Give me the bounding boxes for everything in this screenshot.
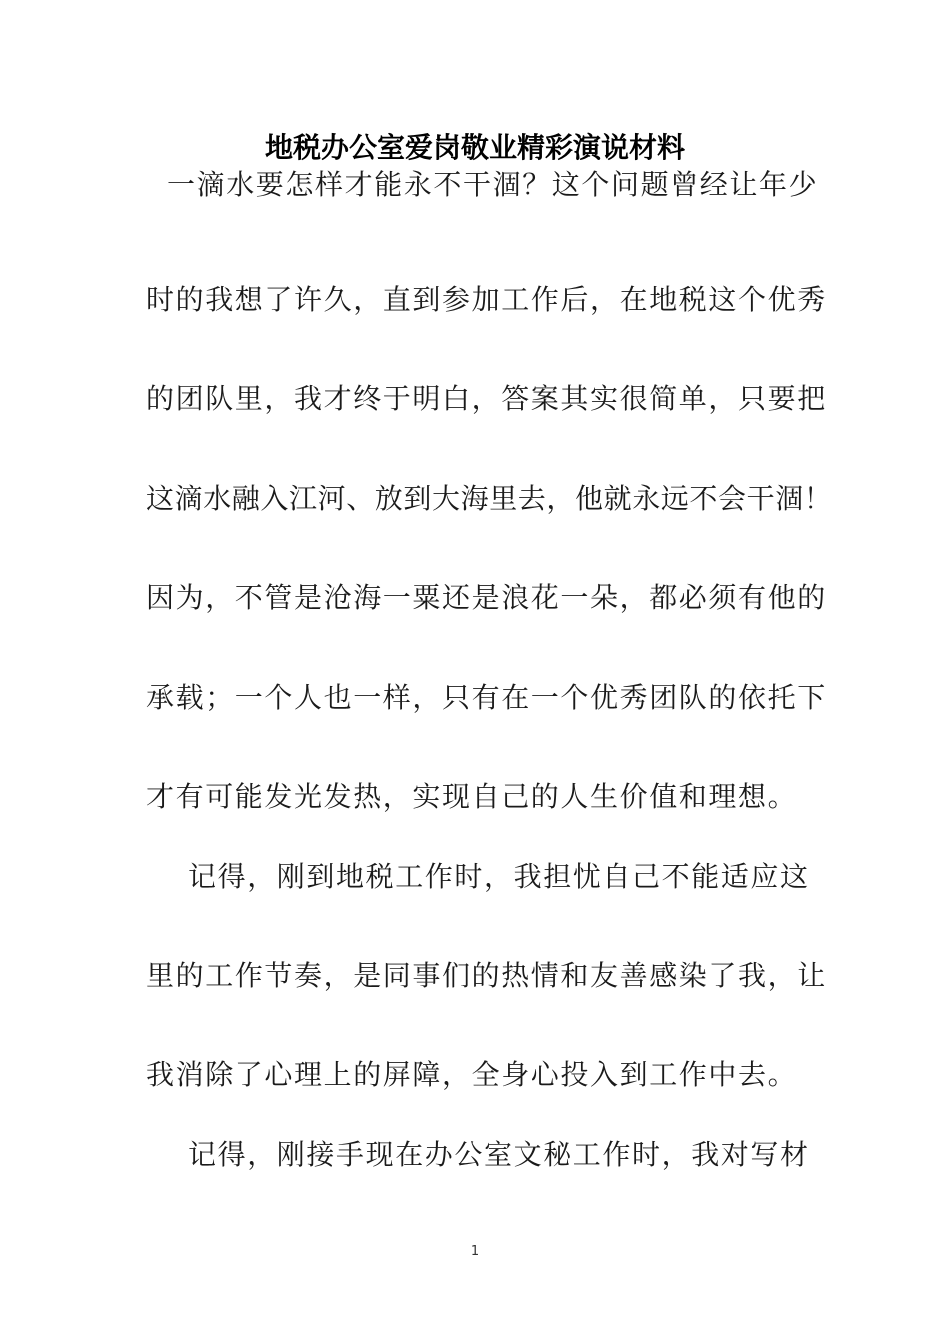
body-line-5: 因为，不管是沧海一粟还是浪花一朵，都必须有他的 xyxy=(146,581,827,614)
body-line-9: 里的工作节奏，是同事们的热情和友善感染了我，让 xyxy=(146,959,827,992)
body-line-4: 这滴水融入江河、放到大海里去，他就永远不会干涸！ xyxy=(146,482,833,515)
body-line-7: 才有可能发光发热，实现自己的人生价值和理想。 xyxy=(146,780,798,813)
body-line-8: 记得，刚到地税工作时，我担忧自己不能适应这 xyxy=(146,860,810,893)
body-line-11: 记得，刚接手现在办公室文秘工作时，我对写材 xyxy=(146,1138,810,1171)
body-line-2: 时的我想了许久，直到参加工作后，在地税这个优秀 xyxy=(146,283,827,316)
body-line-1: 一滴水要怎样才能永不干涸？这个问题曾经让年少 xyxy=(146,168,819,201)
document-title: 地税办公室爱岗敬业精彩演说材料 xyxy=(264,131,685,164)
body-line-6: 承载；一个人也一样，只有在一个优秀团队的依托下 xyxy=(146,681,827,714)
body-line-3: 的团队里，我才终于明白，答案其实很简单，只要把 xyxy=(146,382,827,415)
body-line-10: 我消除了心理上的屏障，全身心投入到工作中去。 xyxy=(146,1058,798,1091)
page-number: 1 xyxy=(470,1244,480,1259)
